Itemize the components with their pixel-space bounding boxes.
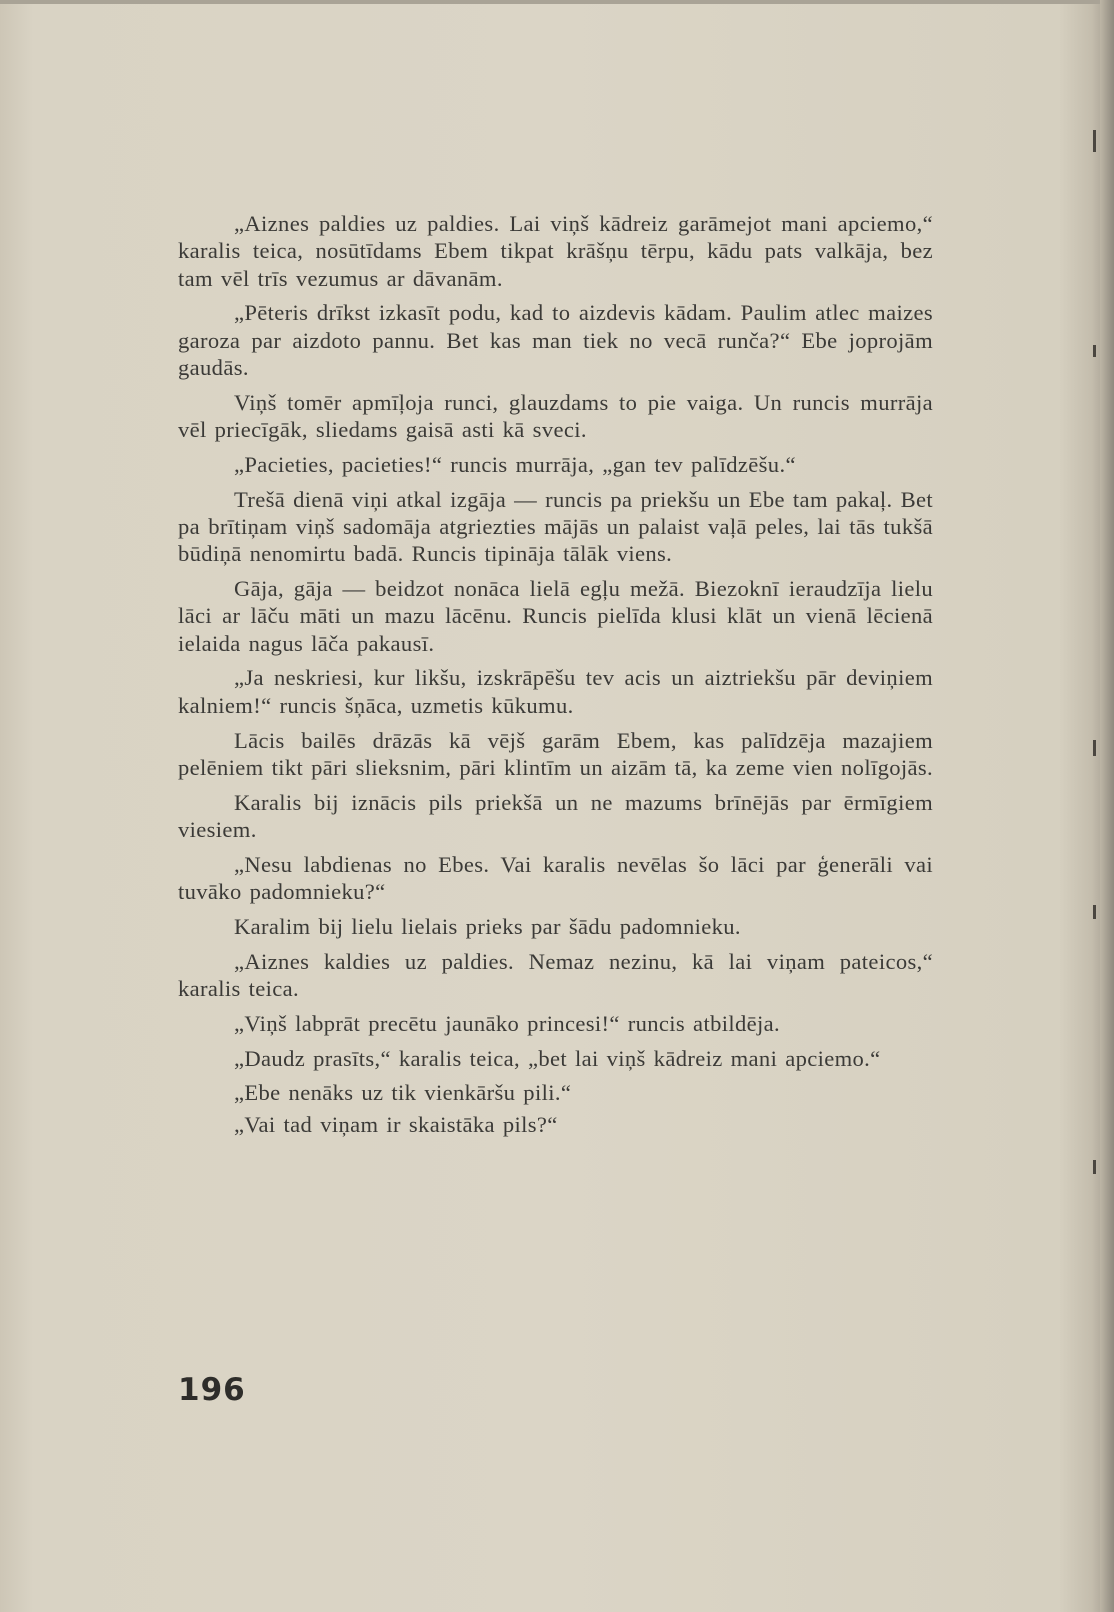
paragraph: „Viņš labprāt precētu jaunāko princesi!“ runcis atbildēja. — [234, 1010, 780, 1036]
edge-mark — [1093, 740, 1096, 756]
paragraph: „Aiznes paldies uz paldies. Lai viņš kādreiz garāmejot mani apciemo,“ karalis teica, nosūtīdams Ebem tikpat krāšņu tērpu, kādu pats valkāja, bez tam vēl trīs vezumus ar dāvanām. — [178, 211, 933, 291]
paragraph: „Ja neskriesi, kur likšu, izskrāpēšu tev acis un aiztriekšu pār deviņiem kalniem!“ runcis šņāca, uzmetis kūkumu. — [178, 665, 933, 718]
paragraph: „Daudz prasīts,“ karalis teica, „bet lai viņš kādreiz mani apciemo.“ — [234, 1045, 881, 1071]
paragraph: Viņš tomēr apmīļoja runci, glauzdams to pie vaiga. Un runcis murrāja vēl priecīgāk, sliedams gaisā asti kā sveci. — [178, 389, 933, 443]
page-top-edge — [0, 0, 1114, 4]
edge-mark — [1093, 1160, 1096, 1174]
paragraph: Lācis bailēs drāzās kā vējš garām Ebem, kas palīdzēja mazajiem pelēniem tikt pāri slieksnim, pāri klintīm un aizām tā, ka zeme vien nolīgojās. — [178, 727, 934, 780]
paragraph: „Vai tad viņam ir skaistāka pils?“ — [234, 1111, 558, 1137]
body-text — [178, 210, 933, 1142]
paragraph: „Aiznes kaldies uz paldies. Nemaz nezinu, kā lai viņam pateicos,“ karalis teica. — [178, 948, 933, 1001]
paragraph: Karalis bij iznācis pils priekšā un ne mazums brīnējās par ērmīgiem viesiem. — [178, 789, 933, 842]
paragraph: Gāja, gāja — beidzot nonāca lielā egļu mežā. Biezoknī ieraudzīja lielu lāci ar lāču māti un mazu lācēnu. Runcis pielīda klusi klāt un vienā lēcienā ielaida nagus lāča pakausī. — [178, 576, 933, 656]
page-right-edge — [1100, 0, 1114, 1612]
page-number: 196 — [178, 1372, 246, 1408]
paragraph: „Ebe nenāks uz tik vienkāršu pili.“ — [234, 1080, 572, 1106]
edge-mark — [1093, 345, 1096, 357]
edge-mark — [1093, 905, 1096, 919]
edge-mark — [1093, 130, 1096, 152]
paragraph: Trešā dienā viņi atkal izgāja — runcis pa priekšu un Ebe tam pakaļ. Bet pa brītiņam viņš sadomāja atgriezties mājās un palaist vaļā peles, lai tās tukšā būdiņā nenomirtu badā. Runcis tipināja tālāk viens. — [178, 486, 933, 567]
paragraph: „Pēteris drīkst izkasīt podu, kad to aizdevis kādam. Paulim atlec maizes garoza par aizdoto pannu. Bet kas man tiek no vecā runča?“ Ebe joprojām gaudās. — [178, 300, 933, 380]
paragraph: „Pacieties, pacieties!“ runcis murrāja, „gan tev palīdzēšu.“ — [234, 451, 796, 477]
paragraph: Karalim bij lielu lielais prieks par šādu padomnieku. — [234, 913, 741, 939]
paragraph: „Nesu labdienas no Ebes. Vai karalis nevēlas šo lāci par ģenerāli vai tuvāko padomnieku?“ — [178, 851, 933, 905]
